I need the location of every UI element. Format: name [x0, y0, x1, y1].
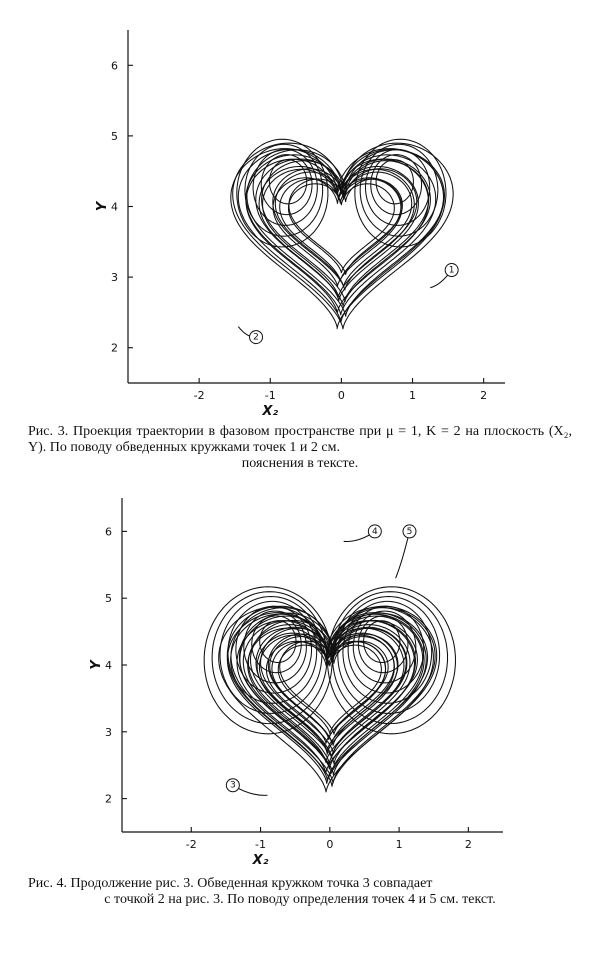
trajectory-inner-loop — [269, 160, 306, 204]
trajectory-series — [231, 139, 453, 329]
trajectory-series — [204, 587, 455, 792]
figure-4 — [0, 488, 600, 957]
y-tick-label: 5 — [105, 592, 112, 606]
trajectory-inner-loop — [261, 155, 312, 215]
y-tick-label: 2 — [111, 341, 118, 355]
figure-4-caption-last: с точкой 2 на рис. 3. По поводу определения точек 4 и 5 см. текст. — [104, 892, 496, 907]
y-tick-label: 4 — [111, 200, 118, 214]
y-tick-label: 2 — [105, 792, 112, 806]
x-tick-label: -1 — [264, 389, 276, 402]
trajectory-loop — [278, 645, 381, 734]
x-tick-label: 1 — [395, 838, 403, 851]
figure-4-caption-text: Рис. 4. Продолжение рис. 3. Обведенная кружком точка 3 совпадает — [28, 876, 433, 891]
y-tick-label: 3 — [111, 271, 118, 285]
annotation-label: 4 — [371, 526, 378, 537]
y-axis-label: Y — [89, 660, 104, 670]
annotation-label: 1 — [448, 265, 455, 276]
x-tick-label: 1 — [409, 389, 417, 402]
x-tick-label: -2 — [185, 838, 197, 851]
y-tick-label: 6 — [105, 525, 112, 539]
x-tick-label: 2 — [480, 389, 488, 402]
y-tick-label: 5 — [111, 129, 118, 143]
figure-3-caption — [28, 424, 572, 472]
y-axis-label: Y — [95, 201, 110, 212]
x-tick-label: 2 — [464, 838, 472, 851]
trajectory-loop — [219, 607, 434, 792]
figure-3-caption-last: пояснения в тексте. — [241, 456, 359, 471]
figure-3-plot — [0, 0, 600, 420]
annotation-label: 2 — [253, 332, 259, 343]
x-axis-label: X₂ — [252, 853, 269, 868]
y-tick-label: 6 — [111, 59, 118, 73]
x-tick-label: 0 — [326, 838, 334, 851]
figure-4-plot — [0, 488, 600, 878]
x-tick-label: 0 — [337, 389, 345, 402]
figure-3-caption-text: Рис. 3. Проекция траектории в фазовом пространстве при μ = 1, K = 2 на плоскость (X₂, Y). По поводу обведенных кружками точек 1 и 2 см. — [28, 424, 572, 455]
y-tick-label: 3 — [105, 725, 112, 739]
trajectory-inner-loop — [371, 155, 422, 215]
annotation-pointer — [396, 531, 410, 578]
x-tick-label: -1 — [255, 838, 267, 851]
x-axis-label: X₂ — [262, 404, 279, 419]
y-tick-label: 4 — [105, 659, 112, 672]
annotation-label: 5 — [406, 526, 413, 537]
annotation-label: 3 — [229, 780, 236, 791]
figure-4-caption — [28, 876, 572, 908]
trajectory-inner-loop — [376, 160, 413, 204]
x-tick-label: -2 — [193, 389, 205, 402]
